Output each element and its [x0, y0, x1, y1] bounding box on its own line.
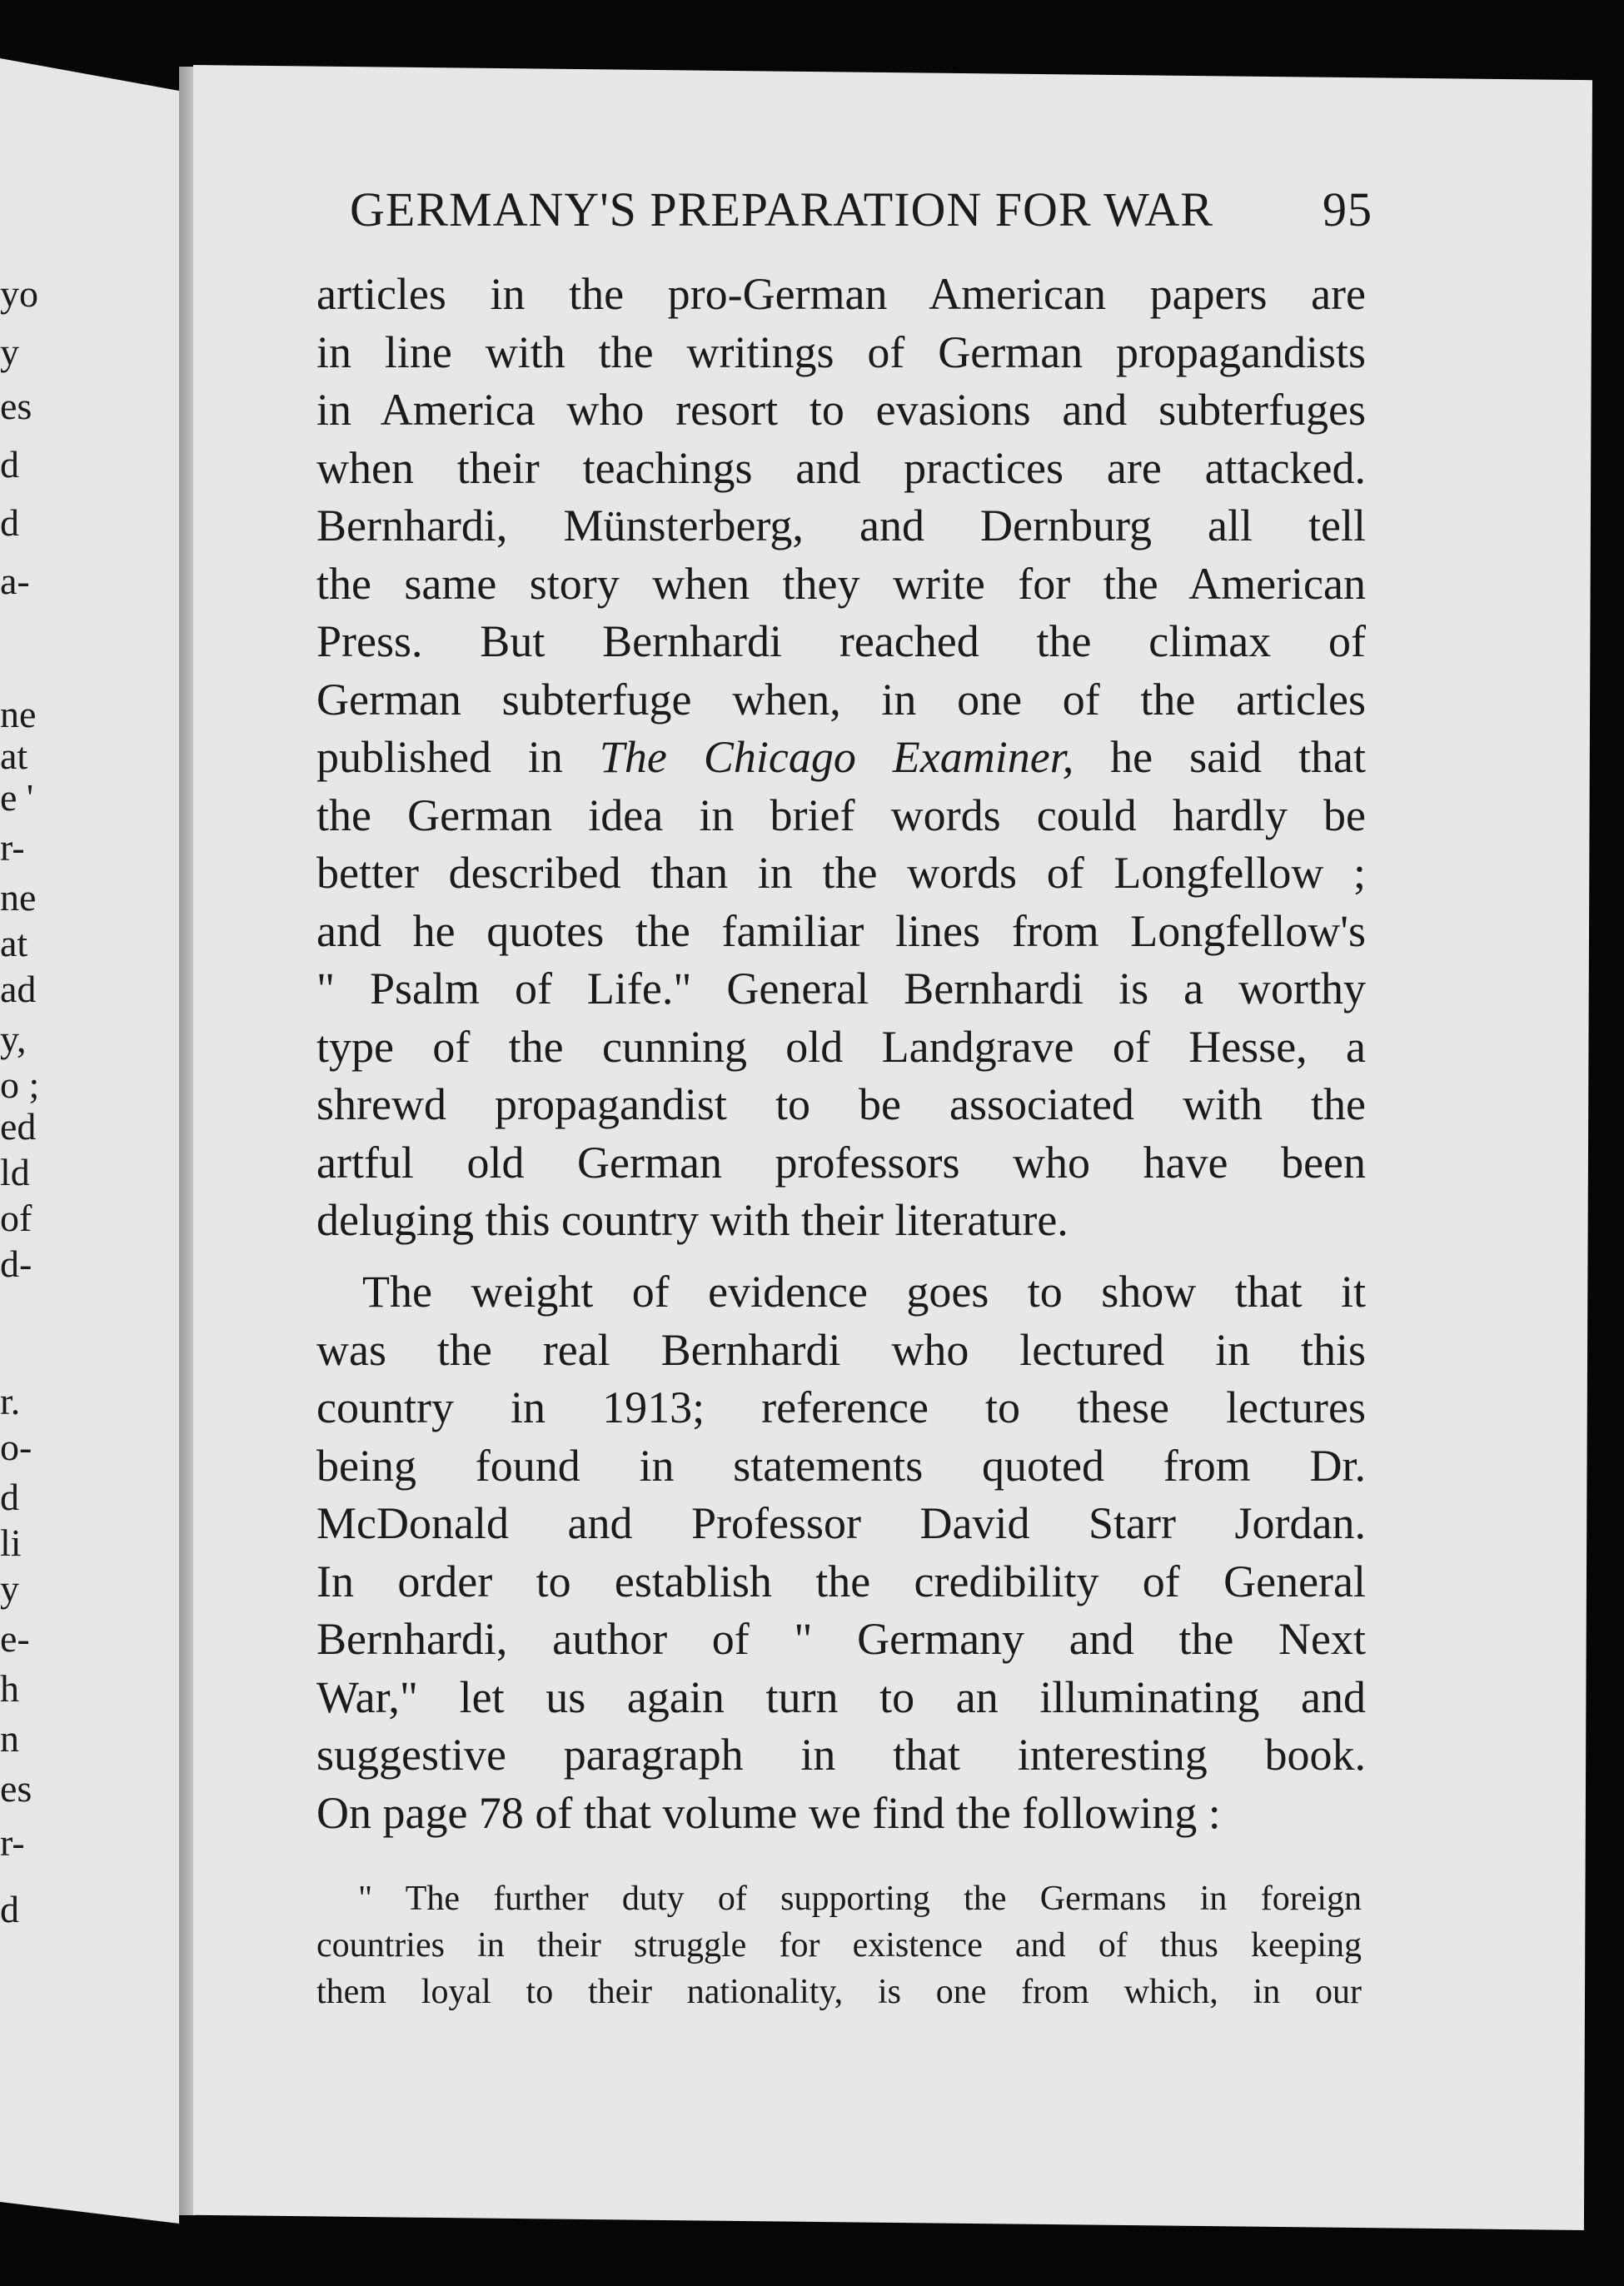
left-page-fragment: h: [0, 1667, 19, 1710]
left-page-fragment: r.: [0, 1380, 21, 1422]
text-line: published in The Chicago Examiner, he said that: [316, 732, 1366, 782]
left-page-fragment: ne: [0, 693, 37, 735]
text-line: deluging this country with their literature.: [316, 1195, 1069, 1245]
text-line: better described than in the words of Longfellow ;: [316, 848, 1366, 898]
text-line: country in 1913; reference to these lectures: [316, 1382, 1366, 1432]
left-page-fragment: d-: [0, 1243, 32, 1285]
quote-line: them loyal to their nationality, is one from which, in our: [316, 1973, 1362, 2011]
text-line: Press. But Bernhardi reached the climax of: [316, 616, 1366, 666]
left-page-fragment: d: [0, 1888, 19, 1930]
text-line: In order to establish the credibility of General: [316, 1556, 1366, 1606]
left-page-fragment: d: [0, 501, 19, 544]
running-header: [350, 182, 1372, 240]
left-page-fragment: es: [0, 1767, 32, 1810]
text-line: was the real Bernhardi who lectured in this: [316, 1324, 1366, 1375]
left-page-fragment: o-: [0, 1426, 32, 1468]
text-line: Bernhardi, author of " Germany and the Next: [316, 1614, 1366, 1664]
left-page-fragment: n: [0, 1717, 19, 1760]
left-page-fragment: yo: [0, 272, 38, 315]
text-line: the same story when they write for the American: [316, 558, 1366, 609]
left-page-fragment: y: [0, 331, 19, 373]
left-page-fragment: d: [0, 443, 19, 486]
text-line: type of the cunning old Landgrave of Hesse, a: [316, 1021, 1366, 1072]
left-page-fragment: ad: [0, 968, 37, 1010]
text-line: the German idea in brief words could hardly be: [316, 789, 1366, 840]
left-page-fragment: ld: [0, 1151, 30, 1193]
left-page-fragment: at: [0, 735, 28, 777]
running-head-title: GERMANY'S PREPARATION FOR WAR: [350, 182, 1213, 237]
text-line: " Psalm of Life." General Bernhardi is a worthy: [316, 964, 1366, 1014]
left-page-fragment: e ': [0, 776, 34, 819]
left-page-fragment: r-: [0, 1821, 25, 1864]
left-page-fragment: d: [0, 1476, 19, 1518]
left-page-fragment: y: [0, 1567, 19, 1610]
text-line: and he quotes the familiar lines from Longfellow's: [316, 905, 1366, 956]
page-number: 95: [1323, 182, 1372, 237]
left-page-fragment: e-: [0, 1617, 30, 1660]
left-page-fragment: o ;: [0, 1063, 40, 1106]
text-line: being found in statements quoted from Dr.: [316, 1440, 1366, 1491]
text-line: The weight of evidence goes to show that it: [362, 1267, 1366, 1317]
left-page-fragment: es: [0, 385, 32, 427]
text-line: when their teachings and practices are attacked.: [316, 442, 1366, 493]
text-line: Bernhardi, Münsterberg, and Dernburg all tell: [316, 501, 1366, 550]
left-page-fragment: li: [0, 1522, 22, 1564]
text-line: On page 78 of that volume we find the following :: [316, 1787, 1221, 1838]
left-page-fragment: y,: [0, 1018, 27, 1060]
text-line: artful old German professors who have been: [316, 1137, 1366, 1188]
left-page-fragment: a-: [0, 560, 30, 602]
italic-title: The Chicago Examiner,: [599, 732, 1074, 782]
text-line: in America who resort to evasions and subterfuges: [316, 385, 1366, 435]
left-page-fragment: r-: [0, 826, 25, 869]
left-page-fragment: ed: [0, 1105, 37, 1148]
text-line: War," let us again turn to an illuminating and: [316, 1671, 1366, 1722]
text-line: in line with the writings of German propagandists: [316, 326, 1366, 377]
text-line: German subterfuge when, in one of the articles: [316, 674, 1366, 725]
quote-line: countries in their struggle for existence and of thus keeping: [316, 1926, 1362, 1965]
text-line: shrewd propagandist to be associated with the: [316, 1079, 1366, 1129]
left-page-fragment: at: [0, 922, 28, 964]
text-line: McDonald and Professor David Starr Jordan.: [316, 1498, 1366, 1548]
quote-line: " The further duty of supporting the Germans in foreign: [358, 1880, 1362, 1918]
text-line: suggestive paragraph in that interesting book.: [316, 1730, 1366, 1780]
left-page-fragment: ne: [0, 876, 37, 919]
left-page-fragment: of: [0, 1197, 32, 1239]
text-line: articles in the pro-German American papers are: [316, 269, 1366, 319]
